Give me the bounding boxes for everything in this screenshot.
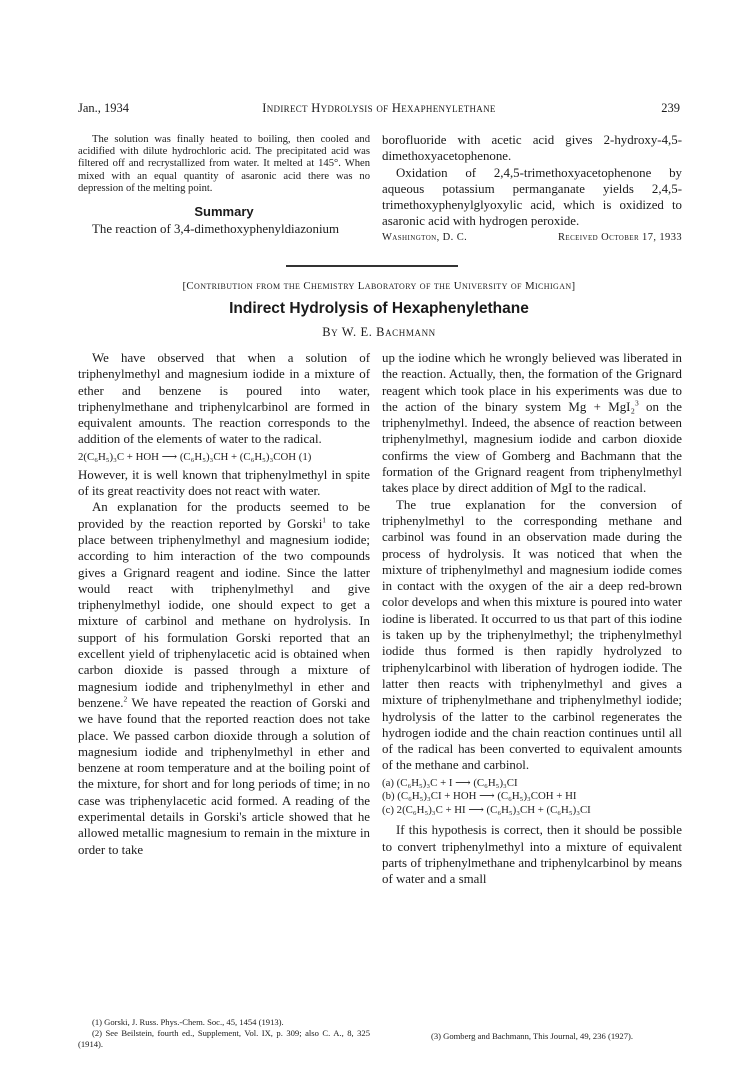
intro-paragraph: We have observed that when a solution of triphenylmethyl and magnesium iodide in a mixture of ether and benzene is poured into water, triphenylmethane and triphenylcarbinol are formed in equivalent amounts. The reaction corresponds to the addition of the elements of water to the radical. [78, 351, 370, 447]
gorski-text-a: An explanation for the products seemed to be provided by the reaction reported by Gorski [78, 500, 370, 531]
equation-b: (b) (C₆H₅)₃CI + HOH ⟶ (C₆H₅)₃COH + HI [382, 790, 577, 803]
summary-heading: Summary [194, 204, 254, 220]
summary-text-oxidation: Oxidation of 2,4,5-trimethoxyacetophenone by aqueous potassium permanganate yields 2,4,5-trimethoxyphenylglyoxylic acid, which is oxidized to asaronic acid with hydrogen peroxide. [382, 165, 682, 229]
contribution-line: [Contribution from the Chemistry Laboratory of the University of Michigan] [182, 280, 576, 292]
hypothesis-paragraph: If this hypothesis is correct, then it should be possible to convert triphenylmethyl into a mixture of equivalent parts of triphenylmethane and triphenylcarbinol by means of water and a small [382, 823, 682, 887]
header-running-title: Indirect Hydrolysis of Hexaphenylethane [262, 101, 496, 115]
gorski-text-c: We have repeated the reaction of Gorski and we have found that the reported reaction does not take place. We passed carbon dioxide through a solution of magnesium iodide and triphenylmethyl in ether and benzene at room temperature and at the boiling point of the mixture, for short and for long periods of time; in no case was triphenylacetic acid formed. A reading of the experimental details in Gorski's article showed that he allowed metallic magnesium to remain in the mixture in order to take [78, 695, 370, 857]
footnotes-left [78, 1017, 370, 1050]
signoff-place: Washington, D. C. [382, 231, 468, 243]
running-header [78, 101, 680, 119]
article-separator-rule [286, 265, 458, 267]
grignard-text-b: on the triphenylmethyl. Indeed, the absence of reaction between triphenylmethyl, magnesium iodide and carbon dioxide confirms the view of Gomberg and Bachmann that the formation of the Grignard reagent from triphenylmethyl takes place by direct addition of MgI to the radical. [382, 399, 682, 496]
summary-text-start: The reaction of 3,4-dimethoxyphenyldiazonium [92, 222, 339, 237]
grignard-paragraph [382, 350, 682, 497]
footnote-2: (2) See Beilstein, fourth ed., Supplement, Vol. IX, p. 309; also C. A., 8, 325 (1914). [78, 1028, 370, 1049]
article-title: Indirect Hydrolysis of Hexaphenylethane [229, 300, 529, 317]
previous-article-end-left [78, 134, 370, 237]
gorski-text-b: to take place between triphenylmethyl and magnesium iodide; according to him interaction of the two compounds gives a Grignard reagent and iodine. Since the latter would react with triphenylmethyl and give triphenylmethyl iodide, one should expect to get a mixture of carbinol and methane on hydrolysis. In support of his formulation Gorski reported that an excellent yield of triphenylacetic acid is obtained when carbon dioxide is passed through a mixture of magnesium iodide and triphenylmethyl in ether and benzene. [78, 516, 370, 710]
equation-list [382, 777, 682, 818]
equation-1: 2(C₆H₅)₃C + HOH ⟶ (C₆H₅)₃CH + (C₆H₅)₃COH (1) [78, 450, 312, 463]
main-right-column [382, 350, 682, 887]
reactivity-paragraph: However, it is well known that triphenylmethyl in spite of its great reactivity does not react with water. [78, 467, 370, 499]
gorski-paragraph [78, 499, 370, 858]
equation-a: (a) (C₆H₅)₃C + I ⟶ (C₆H₅)₃CI [382, 776, 518, 789]
experimental-paragraph: The solution was finally heated to boiling, then cooled and acidified with dilute hydrochloric acid. The precipitated acid was filtered off and recrystallized from water. It melted at 145°. When mixed with an equal quantity of asaronic acid there was no depression of the melting point. [78, 134, 370, 194]
article-signoff [382, 232, 682, 243]
page-number: 239 [661, 101, 680, 115]
footnotes-right [382, 1031, 682, 1042]
summary-text-continued: borofluoride with acetic acid gives 2-hydroxy-4,5-dimethoxyacetophenone. [382, 133, 682, 164]
footnote-3: (3) Gomberg and Bachmann, This Journal, 49, 236 (1927). [430, 1031, 634, 1041]
previous-article-end-right [382, 132, 682, 243]
header-date: Jan., 1934 [78, 101, 130, 115]
footnote-ref-1[interactable]: 1 [322, 515, 327, 525]
footnote-ref-2[interactable]: 2 [123, 694, 128, 704]
explanation-paragraph: The true explanation for the conversion of triphenylmethyl to the corresponding methane and carbinol was found in an observation made during the process of hydrolysis. It was noticed that when the mixture of triphenylmethyl and magnesium iodide comes in contact with the oxygen of the air a deep red-brown color develops and when this mixture is poured into water iodine is liberated. It occurred to us that part of this iodine is taken up by the triphenylmethyl; the triphenylmethyl iodide thus formed is then rapidly hydrolyzed to triphenylcarbinol with liberation of hydrogen iodide. The latter then reacts with triphenylmethyl and gives a mixture of triphenylmethane and triphenylmethyl iodide; hydrolysis of the latter to the carbinol regenerates the hydrogen iodide and the chain reaction continues until all of the radical has been converted to equivalent amounts of the methane and carbinol. [382, 497, 682, 773]
footnote-1: (1) Gorski, J. Russ. Phys.-Chem. Soc., 45, 1454 (1913). [92, 1017, 284, 1027]
footnote-ref-3[interactable]: 3 [634, 398, 639, 408]
equation-c: (c) 2(C₆H₅)₃C + HI ⟶ (C₆H₅)₃CH + (C₆H₅)₃CI [382, 803, 591, 816]
grignard-text-a: up the iodine which he wrongly believed was liberated in the reaction. Actually, then, the formation of the Grignard reagent which took place in his experiments was due to the action of the binary system Mg + MgI₂ [382, 351, 682, 414]
article-author: By W. E. Bachmann [322, 325, 436, 339]
signoff-received: Received October 17, 1933 [557, 231, 682, 243]
main-left-column [78, 350, 370, 858]
